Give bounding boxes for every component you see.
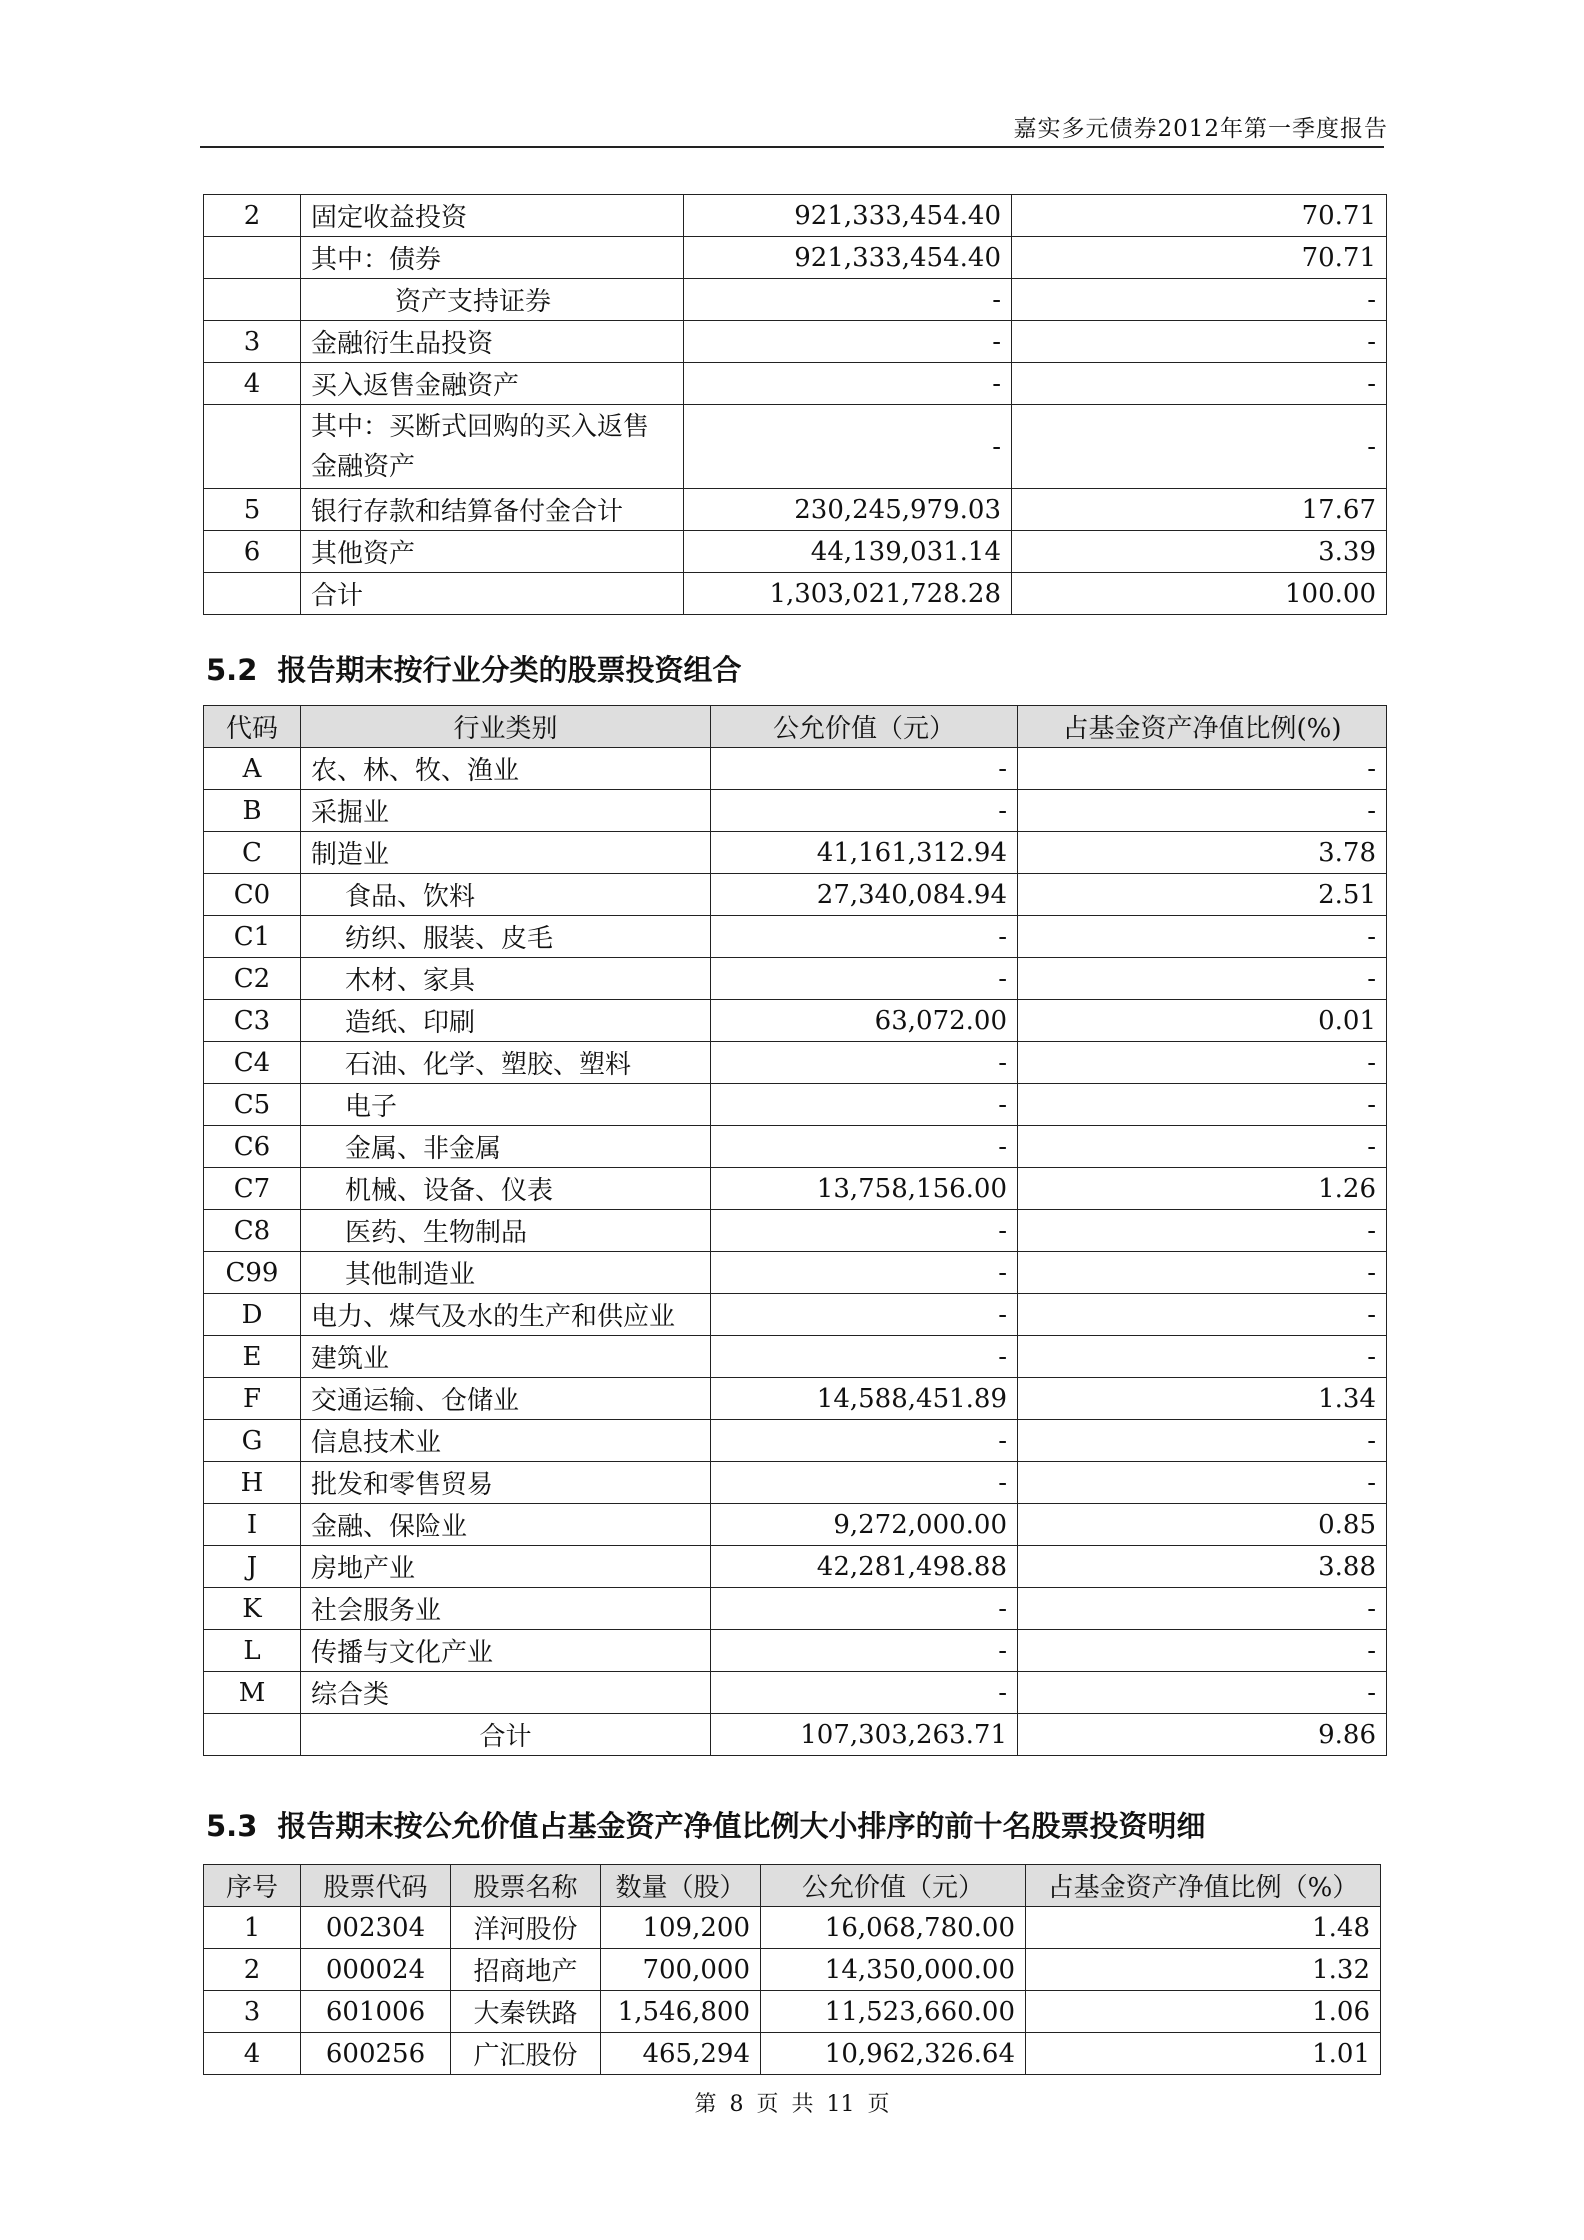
value-cell: 10,962,326.64: [761, 2033, 1026, 2075]
code-cell: C2: [204, 958, 301, 1000]
ratio-cell: -: [1018, 1210, 1387, 1252]
report-header-title: 嘉实多元债券2012年第一季度报告: [1013, 116, 1388, 142]
industry-stock-table: [203, 705, 1387, 1756]
section-title: 报告期末按行业分类的股票投资组合: [277, 653, 742, 687]
item-cell: 资产支持证券: [301, 279, 684, 321]
code-cell: J: [204, 1546, 301, 1588]
industry-cell: 批发和零售贸易: [301, 1462, 711, 1504]
ratio-cell: 3.88: [1018, 1546, 1387, 1588]
industry-cell: 纺织、服装、皮毛: [301, 916, 711, 958]
table-row-total: [204, 1714, 1387, 1756]
ratio-cell: 1.01: [1026, 2033, 1381, 2075]
table-header-row: [204, 706, 1387, 748]
industry-cell: 石油、化学、塑胶、塑料: [301, 1042, 711, 1084]
stock-name-cell: 广汇股份: [451, 2033, 601, 2075]
value-cell: 27,340,084.94: [711, 874, 1018, 916]
value-cell: -: [684, 405, 1012, 489]
industry-cell: 其他制造业: [301, 1252, 711, 1294]
code-cell: C0: [204, 874, 301, 916]
code-cell: C99: [204, 1252, 301, 1294]
table-row: [204, 1084, 1387, 1126]
code-cell: B: [204, 790, 301, 832]
ratio-cell: -: [1012, 321, 1387, 363]
table-row: [204, 1504, 1387, 1546]
code-cell: K: [204, 1588, 301, 1630]
quantity-cell: 700,000: [601, 1949, 761, 1991]
stock-code-cell: 002304: [301, 1907, 451, 1949]
ratio-cell: -: [1018, 958, 1387, 1000]
value-cell: -: [711, 1042, 1018, 1084]
top-stocks-table: [203, 1864, 1381, 2075]
industry-cell: 木材、家具: [301, 958, 711, 1000]
code-cell: G: [204, 1420, 301, 1462]
value-cell: -: [711, 1210, 1018, 1252]
code-cell: C4: [204, 1042, 301, 1084]
section-number: 5.3: [206, 1809, 258, 1843]
table-row: [204, 916, 1387, 958]
stock-name-cell: 招商地产: [451, 1949, 601, 1991]
code-cell: H: [204, 1462, 301, 1504]
ratio-cell: 3.39: [1012, 531, 1387, 573]
value-cell: -: [684, 321, 1012, 363]
table-row: [204, 489, 1387, 531]
ratio-cell: 1.06: [1026, 1991, 1381, 2033]
table-row: [204, 1630, 1387, 1672]
column-header: 公允价值（元）: [711, 706, 1018, 748]
column-header: 占基金资产净值比例(%): [1018, 706, 1387, 748]
table-row: [204, 237, 1387, 279]
table-row: [204, 1949, 1381, 1991]
table-row: [204, 1991, 1381, 2033]
seq-cell: 2: [204, 1949, 301, 1991]
ratio-cell: 3.78: [1018, 832, 1387, 874]
value-cell: -: [711, 958, 1018, 1000]
table-header-row: [204, 1865, 1381, 1907]
industry-cell: 制造业: [301, 832, 711, 874]
ratio-cell: 100.00: [1012, 573, 1387, 615]
industry-cell: 合计: [301, 1714, 711, 1756]
table-row: [204, 195, 1387, 237]
table-row: [204, 1672, 1387, 1714]
item-cell: 其他资产: [301, 531, 684, 573]
code-cell: I: [204, 1504, 301, 1546]
ratio-cell: -: [1018, 1336, 1387, 1378]
industry-cell: 食品、饮料: [301, 874, 711, 916]
stock-name-cell: 洋河股份: [451, 1907, 601, 1949]
column-header: 序号: [204, 1865, 301, 1907]
ratio-cell: -: [1012, 363, 1387, 405]
ratio-cell: 70.71: [1012, 195, 1387, 237]
seq-cell: 3: [204, 1991, 301, 2033]
code-cell: A: [204, 748, 301, 790]
industry-cell: 信息技术业: [301, 1420, 711, 1462]
seq-cell: [204, 237, 301, 279]
value-cell: 14,588,451.89: [711, 1378, 1018, 1420]
item-cell: 固定收益投资: [301, 195, 684, 237]
ratio-cell: -: [1018, 1042, 1387, 1084]
seq-cell: 6: [204, 531, 301, 573]
table-row: [204, 1907, 1381, 1949]
value-cell: -: [711, 1336, 1018, 1378]
value-cell: 11,523,660.00: [761, 1991, 1026, 2033]
section-title: 报告期末按公允价值占基金资产净值比例大小排序的前十名股票投资明细: [277, 1809, 1206, 1843]
column-header: 行业类别: [301, 706, 711, 748]
code-cell: C3: [204, 1000, 301, 1042]
industry-cell: 造纸、印刷: [301, 1000, 711, 1042]
industry-cell: 房地产业: [301, 1546, 711, 1588]
item-cell: 其中：债券: [301, 237, 684, 279]
seq-cell: [204, 573, 301, 615]
ratio-cell: -: [1018, 790, 1387, 832]
ratio-cell: 2.51: [1018, 874, 1387, 916]
page-footer: 第 8 页 共 11 页: [694, 2092, 890, 2117]
asset-composition-table: [203, 194, 1387, 615]
code-cell: C8: [204, 1210, 301, 1252]
value-cell: -: [711, 1252, 1018, 1294]
table-row: [204, 1546, 1387, 1588]
table-row: [204, 1168, 1387, 1210]
ratio-cell: 1.34: [1018, 1378, 1387, 1420]
value-cell: 42,281,498.88: [711, 1546, 1018, 1588]
industry-cell: 采掘业: [301, 790, 711, 832]
value-cell: -: [711, 1588, 1018, 1630]
column-header: 股票代码: [301, 1865, 451, 1907]
table-row: [204, 1252, 1387, 1294]
ratio-cell: -: [1018, 1462, 1387, 1504]
ratio-cell: -: [1018, 1672, 1387, 1714]
code-cell: E: [204, 1336, 301, 1378]
ratio-cell: 1.32: [1026, 1949, 1381, 1991]
seq-cell: 2: [204, 195, 301, 237]
table-row: [204, 1126, 1387, 1168]
ratio-cell: 0.01: [1018, 1000, 1387, 1042]
industry-cell: 电力、煤气及水的生产和供应业: [301, 1294, 711, 1336]
table-row: [204, 790, 1387, 832]
value-cell: -: [711, 1126, 1018, 1168]
table-row: [204, 958, 1387, 1000]
ratio-cell: -: [1018, 748, 1387, 790]
industry-cell: 金属、非金属: [301, 1126, 711, 1168]
seq-cell: 1: [204, 1907, 301, 1949]
table-row: [204, 874, 1387, 916]
code-cell: F: [204, 1378, 301, 1420]
stock-name-cell: 大秦铁路: [451, 1991, 601, 2033]
quantity-cell: 1,546,800: [601, 1991, 761, 2033]
industry-cell: 机械、设备、仪表: [301, 1168, 711, 1210]
section-heading-5-2: [206, 648, 742, 689]
industry-cell: 综合类: [301, 1672, 711, 1714]
ratio-cell: -: [1018, 916, 1387, 958]
ratio-cell: 9.86: [1018, 1714, 1387, 1756]
code-cell: C1: [204, 916, 301, 958]
ratio-cell: -: [1018, 1294, 1387, 1336]
seq-cell: 5: [204, 489, 301, 531]
stock-code-cell: 601006: [301, 1991, 451, 2033]
column-header: 股票名称: [451, 1865, 601, 1907]
value-cell: -: [711, 1294, 1018, 1336]
ratio-cell: 0.85: [1018, 1504, 1387, 1546]
value-cell: -: [711, 1462, 1018, 1504]
value-cell: 9,272,000.00: [711, 1504, 1018, 1546]
table-row: [204, 1336, 1387, 1378]
value-cell: -: [711, 1630, 1018, 1672]
value-cell: 921,333,454.40: [684, 237, 1012, 279]
code-cell: C6: [204, 1126, 301, 1168]
table-row: [204, 321, 1387, 363]
ratio-cell: -: [1018, 1084, 1387, 1126]
ratio-cell: -: [1018, 1588, 1387, 1630]
table-row: [204, 748, 1387, 790]
ratio-cell: -: [1018, 1126, 1387, 1168]
value-cell: -: [711, 1672, 1018, 1714]
value-cell: 41,161,312.94: [711, 832, 1018, 874]
table-row: [204, 1294, 1387, 1336]
industry-cell: 传播与文化产业: [301, 1630, 711, 1672]
item-cell: 买入返售金融资产: [301, 363, 684, 405]
table-row: [204, 363, 1387, 405]
ratio-cell: 1.48: [1026, 1907, 1381, 1949]
value-cell: 14,350,000.00: [761, 1949, 1026, 1991]
code-cell: M: [204, 1672, 301, 1714]
seq-cell: [204, 405, 301, 489]
column-header: 数量（股）: [601, 1865, 761, 1907]
seq-cell: 4: [204, 2033, 301, 2075]
section-number: 5.2: [206, 653, 258, 687]
industry-cell: 社会服务业: [301, 1588, 711, 1630]
item-cell: 银行存款和结算备付金合计: [301, 489, 684, 531]
table-row: [204, 1588, 1387, 1630]
code-cell: C7: [204, 1168, 301, 1210]
value-cell: 63,072.00: [711, 1000, 1018, 1042]
value-cell: 921,333,454.40: [684, 195, 1012, 237]
value-cell: 44,139,031.14: [684, 531, 1012, 573]
ratio-cell: -: [1018, 1630, 1387, 1672]
table-row: [204, 531, 1387, 573]
industry-cell: 农、林、牧、渔业: [301, 748, 711, 790]
seq-cell: [204, 279, 301, 321]
ratio-cell: -: [1018, 1252, 1387, 1294]
code-cell: L: [204, 1630, 301, 1672]
table-row: [204, 1210, 1387, 1252]
value-cell: -: [711, 1084, 1018, 1126]
ratio-cell: 17.67: [1012, 489, 1387, 531]
stock-code-cell: 600256: [301, 2033, 451, 2075]
value-cell: -: [684, 363, 1012, 405]
header-divider: [200, 146, 1384, 148]
quantity-cell: 465,294: [601, 2033, 761, 2075]
table-row: [204, 1420, 1387, 1462]
value-cell: 107,303,263.71: [711, 1714, 1018, 1756]
seq-cell: 3: [204, 321, 301, 363]
item-cell: 其中：买断式回购的买入返售金融资产: [301, 405, 684, 489]
industry-cell: 建筑业: [301, 1336, 711, 1378]
item-cell: 合计: [301, 573, 684, 615]
column-header: 公允价值（元）: [761, 1865, 1026, 1907]
value-cell: -: [711, 1420, 1018, 1462]
value-cell: -: [711, 916, 1018, 958]
table-row: [204, 2033, 1381, 2075]
column-header: 代码: [204, 706, 301, 748]
ratio-cell: -: [1012, 279, 1387, 321]
value-cell: 16,068,780.00: [761, 1907, 1026, 1949]
table-row: [204, 1000, 1387, 1042]
industry-cell: 电子: [301, 1084, 711, 1126]
code-cell: D: [204, 1294, 301, 1336]
value-cell: 1,303,021,728.28: [684, 573, 1012, 615]
code-cell: C5: [204, 1084, 301, 1126]
section-heading-5-3: [206, 1804, 1206, 1845]
table-row: [204, 1378, 1387, 1420]
code-cell: C: [204, 832, 301, 874]
value-cell: -: [684, 279, 1012, 321]
ratio-cell: -: [1012, 405, 1387, 489]
seq-cell: 4: [204, 363, 301, 405]
table-row-total: [204, 573, 1387, 615]
industry-cell: 医药、生物制品: [301, 1210, 711, 1252]
table-row: [204, 405, 1387, 489]
ratio-cell: 70.71: [1012, 237, 1387, 279]
value-cell: 230,245,979.03: [684, 489, 1012, 531]
table-row: [204, 1462, 1387, 1504]
ratio-cell: -: [1018, 1420, 1387, 1462]
industry-cell: 交通运输、仓储业: [301, 1378, 711, 1420]
quantity-cell: 109,200: [601, 1907, 761, 1949]
code-cell: [204, 1714, 301, 1756]
value-cell: -: [711, 748, 1018, 790]
table-row: [204, 1042, 1387, 1084]
ratio-cell: 1.26: [1018, 1168, 1387, 1210]
value-cell: -: [711, 790, 1018, 832]
item-cell: 金融衍生品投资: [301, 321, 684, 363]
value-cell: 13,758,156.00: [711, 1168, 1018, 1210]
industry-cell: 金融、保险业: [301, 1504, 711, 1546]
column-header: 占基金资产净值比例（%）: [1026, 1865, 1381, 1907]
stock-code-cell: 000024: [301, 1949, 451, 1991]
table-row: [204, 832, 1387, 874]
table-row: [204, 279, 1387, 321]
